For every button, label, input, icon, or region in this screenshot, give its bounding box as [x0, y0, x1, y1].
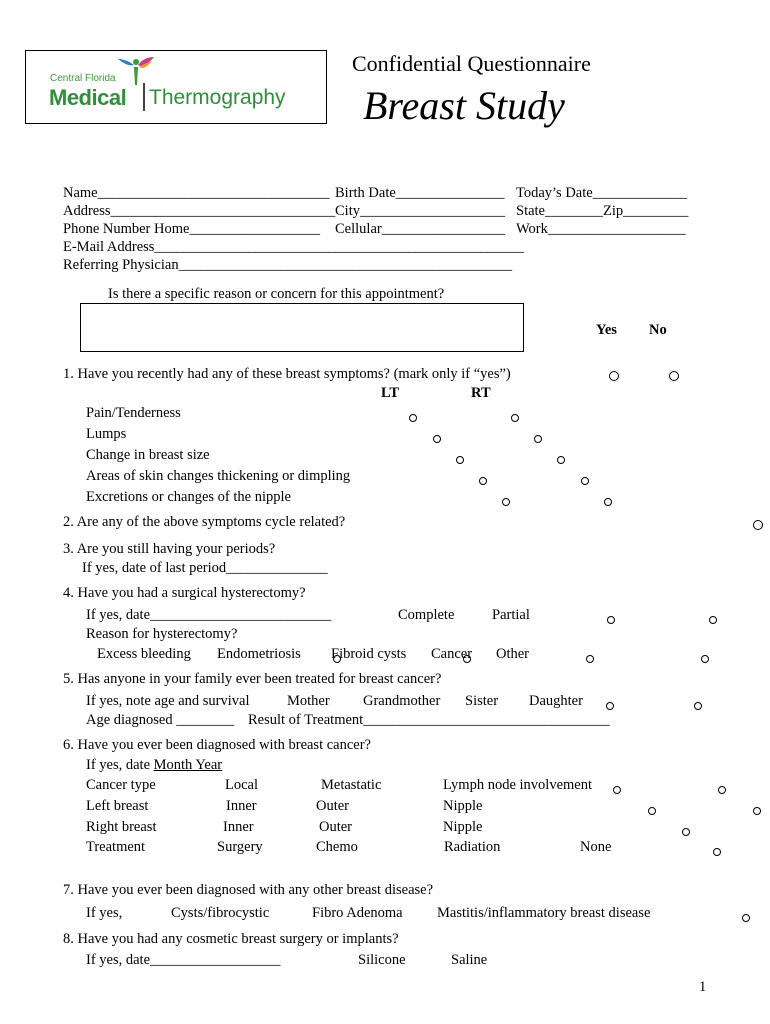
question-8: 8. Have you had any cosmetic breast surgery or implants? [63, 931, 399, 947]
question-6: 6. Have you ever been diagnosed with breast cancer? [63, 737, 371, 753]
birth-date-field[interactable]: Birth Date_______________ [335, 185, 505, 201]
surgery-label: Surgery [217, 839, 263, 855]
cancer-date-prefix: If yes, date [86, 757, 154, 773]
reason-radio[interactable] [701, 655, 709, 663]
hysterectomy-date-field[interactable]: If yes, date_________________________ [86, 607, 332, 623]
state-zip-field[interactable]: State________Zip_________ [516, 203, 689, 219]
question-1: 1. Have you recently had any of these breast symptoms? (mark only if “yes”) [63, 366, 511, 382]
saline-label: Saline [451, 952, 488, 968]
disease-radio[interactable] [742, 914, 750, 922]
reason-question: Is there a specific reason or concern for this appointment? [108, 286, 445, 302]
cancer-year-field[interactable] [195, 757, 222, 773]
result-treatment-field[interactable]: Result of Treatment__________________________________ [248, 712, 610, 728]
symptom-rt-radio[interactable] [511, 414, 519, 422]
cellular-field[interactable]: Cellular_________________ [335, 221, 505, 237]
relative-radio[interactable] [606, 702, 614, 710]
symptom-label: Change in breast size [86, 447, 210, 463]
chemo-label: Chemo [316, 839, 358, 855]
age-diagnosed-field[interactable]: Age diagnosed ________ [86, 712, 235, 728]
metastatic-label: Metastatic [321, 777, 382, 793]
no-header: No [649, 322, 667, 338]
last-period-field[interactable]: If yes, date of last period______________ [82, 560, 328, 576]
city-field[interactable]: City____________________ [335, 203, 505, 219]
symptom-lt-radio[interactable] [479, 477, 487, 485]
relative-option: Sister [465, 693, 499, 709]
symptom-lt-radio[interactable] [456, 456, 464, 464]
symptom-label: Areas of skin changes thickening or dimpling [86, 468, 351, 484]
reason-option: Fibroid cysts [331, 646, 407, 662]
todays-date-field[interactable]: Today’s Date_____________ [516, 185, 687, 201]
logo [25, 50, 327, 124]
cosmetic-date-field[interactable]: If yes, date__________________ [86, 952, 281, 968]
cancer-type-label: Cancer type [86, 777, 156, 793]
yes-header: Yes [596, 322, 617, 338]
symptom-rt-radio[interactable] [581, 477, 589, 485]
logo-subtitle: Central Florida [50, 73, 116, 84]
left-outer-radio[interactable] [753, 807, 761, 815]
figure-logo-icon [112, 55, 160, 87]
lymph-label: Lymph node involvement [443, 777, 593, 793]
name-field[interactable]: Name________________________________ [63, 185, 330, 201]
q1-no-radio[interactable] [669, 371, 679, 381]
none-label: None [580, 839, 612, 855]
relative-radio[interactable] [694, 702, 702, 710]
right-outer-label: Outer [319, 819, 353, 835]
left-breast-label: Left breast [86, 798, 149, 814]
question-7: 7. Have you ever been diagnosed with any other breast disease? [63, 882, 434, 898]
reason-option: Cancer [431, 646, 473, 662]
logo-medical: Medical [49, 85, 127, 110]
surgery-radio[interactable] [713, 848, 721, 856]
question-5: 5. Has anyone in your family ever been treated for breast cancer? [63, 671, 442, 687]
metastatic-radio[interactable] [718, 786, 726, 794]
partial-label: Partial [492, 607, 530, 623]
symptom-lt-radio[interactable] [433, 435, 441, 443]
q2-yes-radio[interactable] [753, 520, 763, 530]
symptom-rt-radio[interactable] [534, 435, 542, 443]
treatment-label: Treatment [86, 839, 146, 855]
local-label: Local [225, 777, 259, 793]
relative-option: Mother [287, 693, 330, 709]
year-label: Year [195, 757, 223, 773]
question-4: 4. Have you had a surgical hysterectomy? [63, 585, 306, 601]
logo-divider [143, 83, 145, 111]
complete-radio[interactable] [607, 616, 615, 624]
family-note-label: If yes, note age and survival [86, 693, 250, 709]
q1-yes-radio[interactable] [609, 371, 619, 381]
radiation-label: Radiation [444, 839, 501, 855]
month-label: Month [153, 757, 193, 773]
reason-option: Other [496, 646, 530, 662]
hysterectomy-reason-label: Reason for hysterectomy? [86, 626, 238, 642]
right-inner-radio[interactable] [682, 828, 690, 836]
complete-label: Complete [398, 607, 455, 623]
symptom-label: Pain/Tenderness [86, 405, 181, 421]
other-disease-label: If yes, [86, 905, 123, 921]
disease-option: Mastitis/inflammatory breast disease [437, 905, 651, 921]
cancer-date-label [86, 758, 222, 773]
left-inner-radio[interactable] [648, 807, 656, 815]
email-field[interactable]: E-Mail Address___________________________________________________ [63, 239, 525, 255]
right-inner-label: Inner [223, 819, 254, 835]
symptom-label: Excretions or changes of the nipple [86, 489, 291, 505]
symptom-lt-radio[interactable] [502, 498, 510, 506]
lt-header: LT [381, 385, 400, 401]
rt-header: RT [471, 385, 491, 401]
page-number: 1 [699, 979, 707, 995]
logo-thermography: Thermography [149, 86, 286, 109]
page-subtitle: Breast Study [363, 83, 565, 128]
relative-option: Daughter [529, 693, 583, 709]
disease-option: Cysts/fibrocystic [171, 905, 270, 921]
address-field[interactable]: Address_______________________________ [63, 203, 336, 219]
referring-physician-field[interactable]: Referring Physician______________________________________________ [63, 257, 513, 273]
local-radio[interactable] [613, 786, 621, 794]
reason-option: Endometriosis [217, 646, 301, 662]
question-2: 2. Are any of the above symptoms cycle related? [63, 514, 346, 530]
question-3: 3. Are you still having your periods? [63, 541, 276, 557]
right-nipple-label: Nipple [443, 819, 483, 835]
reason-textbox[interactable] [80, 303, 524, 352]
cancer-month-field[interactable] [154, 757, 196, 773]
right-breast-label: Right breast [86, 819, 157, 835]
partial-radio[interactable] [709, 616, 717, 624]
left-outer-label: Outer [316, 798, 350, 814]
phone-home-field[interactable]: Phone Number Home__________________ [63, 221, 320, 237]
left-nipple-label: Nipple [443, 798, 483, 814]
symptom-rt-radio[interactable] [557, 456, 565, 464]
reason-option: Excess bleeding [97, 646, 191, 662]
work-field[interactable]: Work___________________ [516, 221, 686, 237]
symptom-label: Lumps [86, 426, 127, 442]
symptom-rt-radio[interactable] [604, 498, 612, 506]
disease-option: Fibro Adenoma [312, 905, 403, 921]
symptom-lt-radio[interactable] [409, 414, 417, 422]
reason-radio[interactable] [586, 655, 594, 663]
silicone-label: Silicone [358, 952, 406, 968]
relative-option: Grandmother [363, 693, 441, 709]
page-title: Confidential Questionnaire [352, 51, 591, 76]
left-inner-label: Inner [226, 798, 257, 814]
